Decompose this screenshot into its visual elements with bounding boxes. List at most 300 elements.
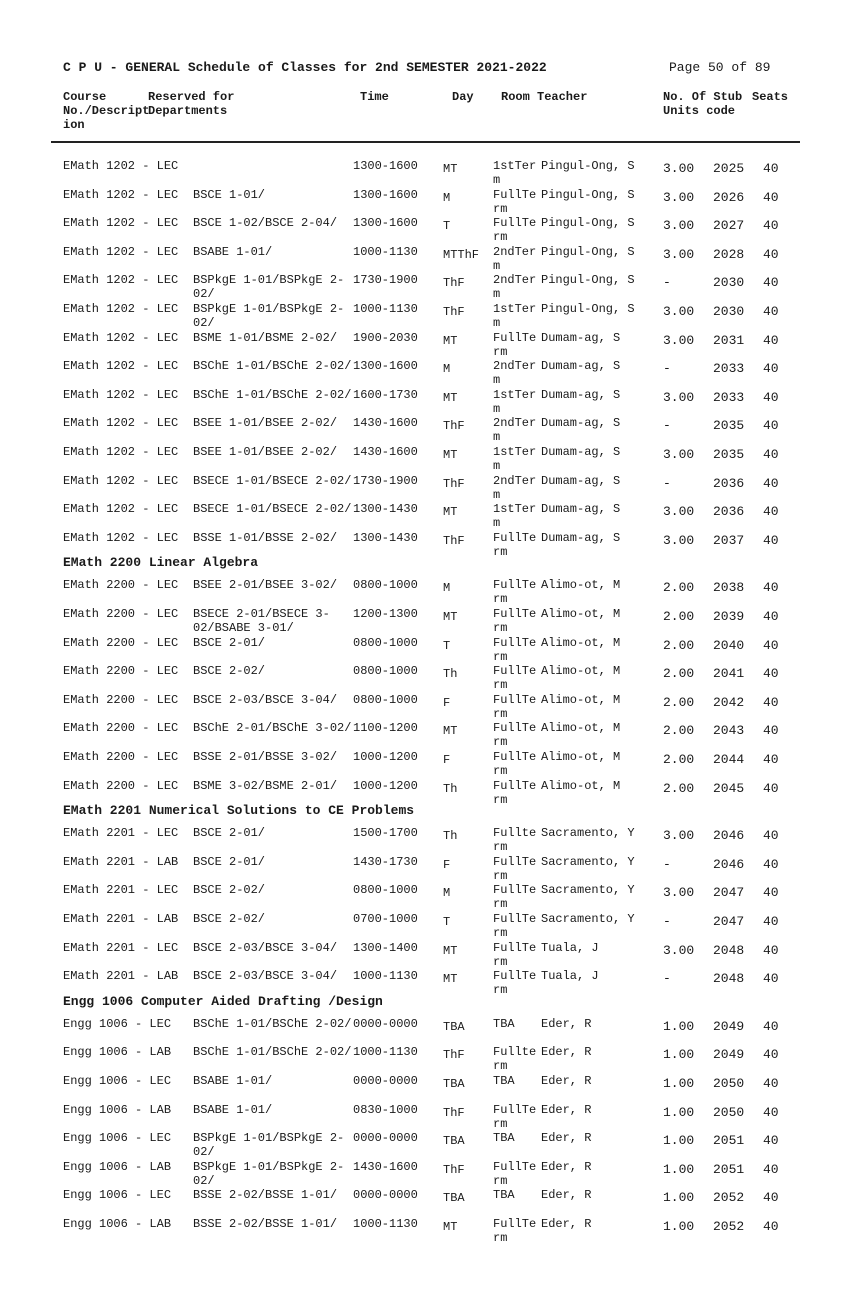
course-cell: EMath 1202 - LEC [63, 416, 179, 431]
department-cell: BSPkgE 1-01/BSPkgE 2-02/ [193, 1159, 345, 1188]
units-cell: 3.00 [663, 885, 695, 901]
teacher-cell: Eder, R [541, 1159, 592, 1174]
department-cell: BSME 1-01/BSME 2-02/ [193, 330, 338, 345]
seats-cell: 40 [763, 1076, 779, 1091]
day-cell: T [443, 915, 451, 929]
seats-cell: 40 [763, 447, 779, 462]
day-cell: MT [443, 505, 458, 520]
seats-cell: 40 [763, 1133, 779, 1149]
room-cell: 2ndTerm [493, 273, 537, 302]
seats-cell: 40 [763, 752, 779, 767]
time-cell: 1000-1130 [353, 969, 418, 984]
room-cell: TBA [493, 1016, 515, 1031]
table-row [0, 664, 850, 692]
room-cell: TBA [493, 1131, 515, 1146]
stub-code-cell: 2037 [713, 532, 745, 548]
col-header-time: Time [360, 90, 389, 104]
department-cell: BSChE 1-01/BSChE 2-02/ [193, 359, 352, 374]
table-row [0, 1017, 850, 1045]
col-header-reserved: Reserved for Departments [148, 90, 235, 118]
time-cell: 0000-0000 [353, 1188, 418, 1203]
day-cell: TBA [443, 1134, 465, 1149]
stub-code-cell: 2050 [713, 1104, 745, 1120]
day-cell: ThF [443, 419, 465, 434]
stub-code-cell: 2049 [713, 1047, 745, 1063]
table-row [0, 693, 850, 721]
units-cell: 1.00 [663, 1076, 695, 1091]
course-cell: EMath 1202 - LEC [63, 302, 179, 316]
time-cell: 1300-1600 [353, 159, 418, 173]
room-cell: FullTerm [493, 607, 537, 635]
day-cell: M [443, 362, 451, 377]
seats-cell: 40 [763, 1018, 779, 1034]
table-row [0, 273, 850, 301]
seats-cell: 40 [763, 1104, 779, 1120]
stub-code-cell: 2030 [713, 304, 745, 319]
col-header-seats: Seats [752, 90, 789, 104]
day-cell: Th [443, 667, 458, 682]
stub-code-cell: 2046 [713, 856, 745, 872]
stub-code-cell: 2038 [713, 580, 745, 596]
table-row [0, 302, 850, 330]
units-cell: 2.00 [663, 666, 695, 682]
department-cell: BSABE 1-01/ [193, 1074, 273, 1088]
department-cell: BSCE 2-01/ [193, 826, 266, 841]
units-cell: 1.00 [663, 1047, 695, 1063]
teacher-cell: Eder, R [541, 1045, 592, 1060]
col-header-room-teacher: Room Teacher [501, 90, 588, 104]
table-row [0, 416, 850, 444]
day-cell: ThF [443, 305, 465, 319]
time-cell: 1300-1600 [353, 187, 418, 202]
course-cell: EMath 1202 - LEC [63, 216, 179, 231]
stub-code-cell: 2036 [713, 475, 745, 491]
table-row [0, 359, 850, 387]
units-cell: - [663, 475, 671, 491]
units-cell: 2.00 [663, 723, 695, 739]
teacher-cell: Eder, R [541, 1217, 592, 1231]
teacher-cell: Alimo-ot, M [541, 664, 621, 679]
teacher-cell: Alimo-ot, M [541, 692, 621, 707]
stub-code-cell: 2047 [713, 885, 745, 901]
time-cell: 1000-1130 [353, 1045, 418, 1060]
table-row [0, 912, 850, 940]
units-cell: 3.00 [663, 942, 695, 958]
day-cell: MT [443, 972, 458, 987]
department-cell: BSEE 2-01/BSEE 3-02/ [193, 578, 338, 593]
units-cell: 2.00 [663, 694, 695, 710]
stub-code-cell: 2033 [713, 361, 745, 377]
room-cell: 1stTerm [493, 502, 537, 531]
time-cell: 0000-0000 [353, 1074, 418, 1088]
day-cell: F [443, 753, 451, 767]
day-cell: MT [443, 162, 458, 176]
units-cell: 3.00 [663, 828, 695, 844]
day-cell: ThF [443, 533, 465, 548]
time-cell: 1430-1600 [353, 416, 418, 431]
day-cell: MTThF [443, 247, 480, 262]
course-cell: EMath 1202 - LEC [63, 359, 179, 374]
room-cell: FullTerm [493, 750, 537, 778]
units-cell: - [663, 418, 671, 434]
department-cell: BSECE 2-01/BSECE 3-02/BSABE 3-01/ [193, 607, 330, 635]
teacher-cell: Pingul-Ong, S [541, 273, 635, 288]
table-row [0, 941, 850, 969]
day-cell: ThF [443, 276, 465, 291]
units-cell: 1.00 [663, 1133, 695, 1149]
course-cell: Engg 1006 - LEC [63, 1016, 172, 1031]
teacher-cell: Pingul-Ong, S [541, 159, 635, 173]
day-cell: F [443, 695, 451, 710]
day-cell: MT [443, 724, 458, 739]
room-cell: FullTerm [493, 854, 537, 883]
time-cell: 0800-1000 [353, 664, 418, 679]
room-cell: FullTerm [493, 692, 537, 721]
table-row [0, 1188, 850, 1216]
day-cell: T [443, 638, 451, 653]
teacher-cell: Tuala, J [541, 969, 599, 984]
teacher-cell: Alimo-ot, M [541, 778, 621, 793]
units-cell: 1.00 [663, 1219, 695, 1234]
course-cell: Engg 1006 - LAB [63, 1045, 172, 1060]
seats-cell: 40 [763, 475, 779, 491]
teacher-cell: Alimo-ot, M [541, 578, 621, 593]
seats-cell: 40 [763, 828, 779, 844]
time-cell: 1500-1700 [353, 826, 418, 841]
time-cell: 1730-1900 [353, 473, 418, 488]
stub-code-cell: 2051 [713, 1133, 745, 1149]
document-title: C P U - GENERAL Schedule of Classes for 2nd SEMESTER 2021-2022 [63, 60, 547, 75]
room-cell: TBA [493, 1074, 515, 1088]
room-cell: 1stTerm [493, 387, 537, 416]
teacher-cell: Dumam-ag, S [541, 530, 621, 545]
teacher-cell: Eder, R [541, 1188, 592, 1203]
day-cell: MT [443, 333, 458, 348]
time-cell: 0800-1000 [353, 692, 418, 707]
units-cell: 1.00 [663, 1161, 695, 1177]
day-cell: T [443, 219, 451, 234]
department-cell: BSChE 2-01/BSChE 3-02/ [193, 721, 352, 736]
room-cell: FullTerm [493, 530, 537, 559]
teacher-cell: Pingul-Ong, S [541, 302, 635, 316]
room-cell: FullTerm [493, 187, 537, 216]
seats-cell: 40 [763, 609, 779, 624]
seats-cell: 40 [763, 246, 779, 262]
stub-code-cell: 2047 [713, 914, 745, 929]
page-number: Page 50 of 89 [669, 60, 771, 75]
course-cell: EMath 2200 - LEC [63, 692, 179, 707]
time-cell: 1100-1200 [353, 721, 418, 736]
table-row [0, 1103, 850, 1131]
stub-code-cell: 2030 [713, 275, 745, 291]
course-cell: EMath 2201 - LAB [63, 969, 179, 984]
time-cell: 1300-1430 [353, 502, 418, 517]
time-cell: 1200-1300 [353, 607, 418, 621]
table-row [0, 607, 850, 635]
teacher-cell: Eder, R [541, 1131, 592, 1146]
course-cell: EMath 2201 - LAB [63, 854, 179, 869]
day-cell: TBA [443, 1019, 465, 1034]
room-cell: FullTerm [493, 969, 537, 998]
teacher-cell: Dumam-ag, S [541, 359, 621, 374]
day-cell: F [443, 857, 451, 872]
department-cell: BSPkgE 1-01/BSPkgE 2-02/ [193, 1131, 345, 1160]
room-cell: FullTerm [493, 216, 537, 245]
time-cell: 0000-0000 [353, 1131, 418, 1146]
table-row [0, 578, 850, 606]
table-row [0, 636, 850, 664]
table-row [0, 1045, 850, 1073]
table-row [0, 188, 850, 216]
day-cell: Th [443, 781, 458, 796]
time-cell: 1000-1130 [353, 1217, 418, 1231]
seats-cell: 40 [763, 189, 779, 205]
units-cell: 3.00 [663, 504, 695, 520]
day-cell: MT [443, 390, 458, 405]
day-cell: ThF [443, 1105, 465, 1120]
teacher-cell: Alimo-ot, M [541, 750, 621, 764]
stub-code-cell: 2049 [713, 1018, 745, 1034]
time-cell: 1430-1730 [353, 854, 418, 869]
seats-cell: 40 [763, 885, 779, 901]
units-cell: - [663, 275, 671, 291]
room-cell: FullTerm [493, 1159, 537, 1188]
units-cell: 3.00 [663, 332, 695, 348]
room-cell: 1stTerm [493, 445, 537, 473]
day-cell: M [443, 581, 451, 596]
table-row [0, 750, 850, 778]
teacher-cell: Dumam-ag, S [541, 502, 621, 517]
course-cell: EMath 2200 - LEC [63, 607, 179, 621]
stub-code-cell: 2042 [713, 694, 745, 710]
units-cell: 3.00 [663, 218, 695, 234]
day-cell: Th [443, 829, 458, 844]
stub-code-cell: 2040 [713, 637, 745, 653]
units-cell: 1.00 [663, 1018, 695, 1034]
seats-cell: 40 [763, 332, 779, 348]
time-cell: 1430-1600 [353, 445, 418, 459]
teacher-cell: Pingul-Ong, S [541, 244, 635, 259]
seats-cell: 40 [763, 971, 779, 987]
teacher-cell: Sacramento, Y [541, 854, 635, 869]
units-cell: 3.00 [663, 246, 695, 262]
course-cell: EMath 1202 - LEC [63, 445, 179, 459]
table-row [0, 826, 850, 854]
room-cell: TBA [493, 1188, 515, 1203]
day-cell: MT [443, 943, 458, 958]
stub-code-cell: 2052 [713, 1219, 745, 1234]
teacher-cell: Dumam-ag, S [541, 416, 621, 431]
table-row [0, 1160, 850, 1188]
stub-code-cell: 2036 [713, 504, 745, 520]
time-cell: 0800-1000 [353, 883, 418, 898]
teacher-cell: Sacramento, Y [541, 912, 635, 926]
time-cell: 1300-1600 [353, 359, 418, 374]
seats-cell: 40 [763, 1219, 779, 1234]
room-cell: 2ndTerm [493, 244, 537, 273]
seats-cell: 40 [763, 694, 779, 710]
teacher-cell: Eder, R [541, 1074, 592, 1088]
seats-cell: 40 [763, 1047, 779, 1063]
stub-code-cell: 2028 [713, 246, 745, 262]
seats-cell: 40 [763, 780, 779, 796]
teacher-cell: Pingul-Ong, S [541, 187, 635, 202]
room-cell: Fullterm [493, 1045, 537, 1074]
teacher-cell: Alimo-ot, M [541, 721, 621, 736]
department-cell: BSABE 1-01/ [193, 244, 273, 259]
course-cell: EMath 2200 - LEC [63, 664, 179, 679]
table-row [0, 502, 850, 530]
teacher-cell: Pingul-Ong, S [541, 216, 635, 231]
course-cell: Engg 1006 - LEC [63, 1188, 172, 1203]
units-cell: 3.00 [663, 161, 695, 176]
table-row [0, 245, 850, 273]
room-cell: FullTerm [493, 721, 537, 750]
course-cell: Engg 1006 - LAB [63, 1159, 172, 1174]
course-cell: EMath 2200 - LEC [63, 778, 179, 793]
units-cell: 2.00 [663, 637, 695, 653]
room-cell: FullTerm [493, 1217, 537, 1245]
room-cell: FullTerm [493, 635, 537, 664]
teacher-cell: Eder, R [541, 1016, 592, 1031]
course-cell: EMath 1202 - LEC [63, 273, 179, 288]
table-row [0, 159, 850, 187]
department-cell: BSME 3-02/BSME 2-01/ [193, 778, 338, 793]
stub-code-cell: 2052 [713, 1190, 745, 1206]
department-cell: BSCE 2-02/ [193, 664, 266, 679]
seats-cell: 40 [763, 389, 779, 405]
time-cell: 1000-1200 [353, 778, 418, 793]
room-cell: FullTerm [493, 883, 537, 912]
course-cell: EMath 2201 - LEC [63, 940, 179, 955]
stub-code-cell: 2048 [713, 942, 745, 958]
room-cell: 1stTerm [493, 159, 537, 187]
table-row [0, 883, 850, 911]
stub-code-cell: 2031 [713, 332, 745, 348]
stub-code-cell: 2041 [713, 666, 745, 682]
stub-code-cell: 2045 [713, 780, 745, 796]
department-cell: BSCE 2-01/ [193, 854, 266, 869]
department-cell: BSSE 2-01/BSSE 3-02/ [193, 750, 338, 764]
department-cell: BSCE 1-01/ [193, 187, 266, 202]
time-cell: 1430-1600 [353, 1159, 418, 1174]
room-cell: FullTerm [493, 664, 537, 693]
seats-cell: 40 [763, 914, 779, 929]
room-cell: FullTerm [493, 940, 537, 969]
table-row [0, 474, 850, 502]
course-cell: EMath 1202 - LEC [63, 330, 179, 345]
table-row [0, 1131, 850, 1159]
section-heading: EMath 2201 Numerical Solutions to CE Problems [63, 803, 415, 819]
stub-code-cell: 2026 [713, 189, 745, 205]
course-cell: Engg 1006 - LEC [63, 1131, 172, 1146]
units-cell: 3.00 [663, 447, 695, 462]
time-cell: 0800-1000 [353, 578, 418, 593]
time-cell: 0000-0000 [353, 1016, 418, 1031]
seats-cell: 40 [763, 942, 779, 958]
teacher-cell: Sacramento, Y [541, 826, 635, 841]
course-cell: Engg 1006 - LAB [63, 1102, 172, 1117]
time-cell: 0700-1000 [353, 912, 418, 926]
units-cell: 1.00 [663, 1104, 695, 1120]
units-cell: - [663, 856, 671, 872]
seats-cell: 40 [763, 504, 779, 520]
department-cell: BSCE 1-02/BSCE 2-04/ [193, 216, 338, 231]
seats-cell: 40 [763, 580, 779, 596]
department-cell: BSCE 2-01/ [193, 635, 266, 650]
stub-code-cell: 2050 [713, 1076, 745, 1091]
seats-cell: 40 [763, 532, 779, 548]
seats-cell: 40 [763, 361, 779, 377]
time-cell: 1000-1200 [353, 750, 418, 764]
course-cell: EMath 1202 - LEC [63, 502, 179, 517]
room-cell: 2ndTerm [493, 359, 537, 388]
course-cell: Engg 1006 - LAB [63, 1217, 172, 1231]
units-cell: 2.00 [663, 580, 695, 596]
time-cell: 0800-1000 [353, 635, 418, 650]
department-cell: BSECE 1-01/BSECE 2-02/ [193, 502, 352, 517]
course-cell: EMath 2201 - LEC [63, 826, 179, 841]
stub-code-cell: 2043 [713, 723, 745, 739]
units-cell: 3.00 [663, 304, 695, 319]
seats-cell: 40 [763, 856, 779, 872]
department-cell: BSEE 1-01/BSEE 2-02/ [193, 445, 338, 459]
course-cell: EMath 1202 - LEC [63, 244, 179, 259]
seats-cell: 40 [763, 304, 779, 319]
day-cell: ThF [443, 1048, 465, 1063]
department-cell: BSSE 2-02/BSSE 1-01/ [193, 1217, 338, 1231]
table-row [0, 216, 850, 244]
stub-code-cell: 2033 [713, 389, 745, 405]
units-cell: - [663, 971, 671, 987]
seats-cell: 40 [763, 1161, 779, 1177]
stub-code-cell: 2046 [713, 828, 745, 844]
teacher-cell: Dumam-ag, S [541, 445, 621, 459]
course-cell: EMath 1202 - LEC [63, 187, 179, 202]
units-cell: 1.00 [663, 1190, 695, 1206]
units-cell: - [663, 361, 671, 377]
course-cell: EMath 1202 - LEC [63, 159, 179, 173]
stub-code-cell: 2025 [713, 161, 745, 176]
room-cell: Fullterm [493, 826, 537, 855]
seats-cell: 40 [763, 637, 779, 653]
room-cell: FullTerm [493, 1102, 537, 1131]
teacher-cell: Dumam-ag, S [541, 330, 621, 345]
seats-cell: 40 [763, 418, 779, 434]
teacher-cell: Alimo-ot, M [541, 607, 621, 621]
day-cell: ThF [443, 1162, 465, 1177]
day-cell: MT [443, 448, 458, 462]
units-cell: 2.00 [663, 752, 695, 767]
department-cell: BSECE 1-01/BSECE 2-02/ [193, 473, 352, 488]
day-cell: M [443, 190, 451, 205]
department-cell: BSEE 1-01/BSEE 2-02/ [193, 416, 338, 431]
day-cell: MT [443, 1220, 458, 1234]
stub-code-cell: 2035 [713, 447, 745, 462]
header-divider [51, 141, 800, 143]
units-cell: 3.00 [663, 389, 695, 405]
time-cell: 1600-1730 [353, 387, 418, 402]
table-row [0, 1217, 850, 1245]
seats-cell: 40 [763, 1190, 779, 1206]
section-heading: Engg 1006 Computer Aided Drafting /Design [63, 993, 383, 1009]
seats-cell: 40 [763, 666, 779, 682]
course-cell: EMath 2200 - LEC [63, 578, 179, 593]
stub-code-cell: 2048 [713, 971, 745, 987]
col-header-course: Course No./Descript ion [63, 90, 150, 132]
seats-cell: 40 [763, 275, 779, 291]
department-cell: BSChE 1-01/BSChE 2-02/ [193, 387, 352, 402]
